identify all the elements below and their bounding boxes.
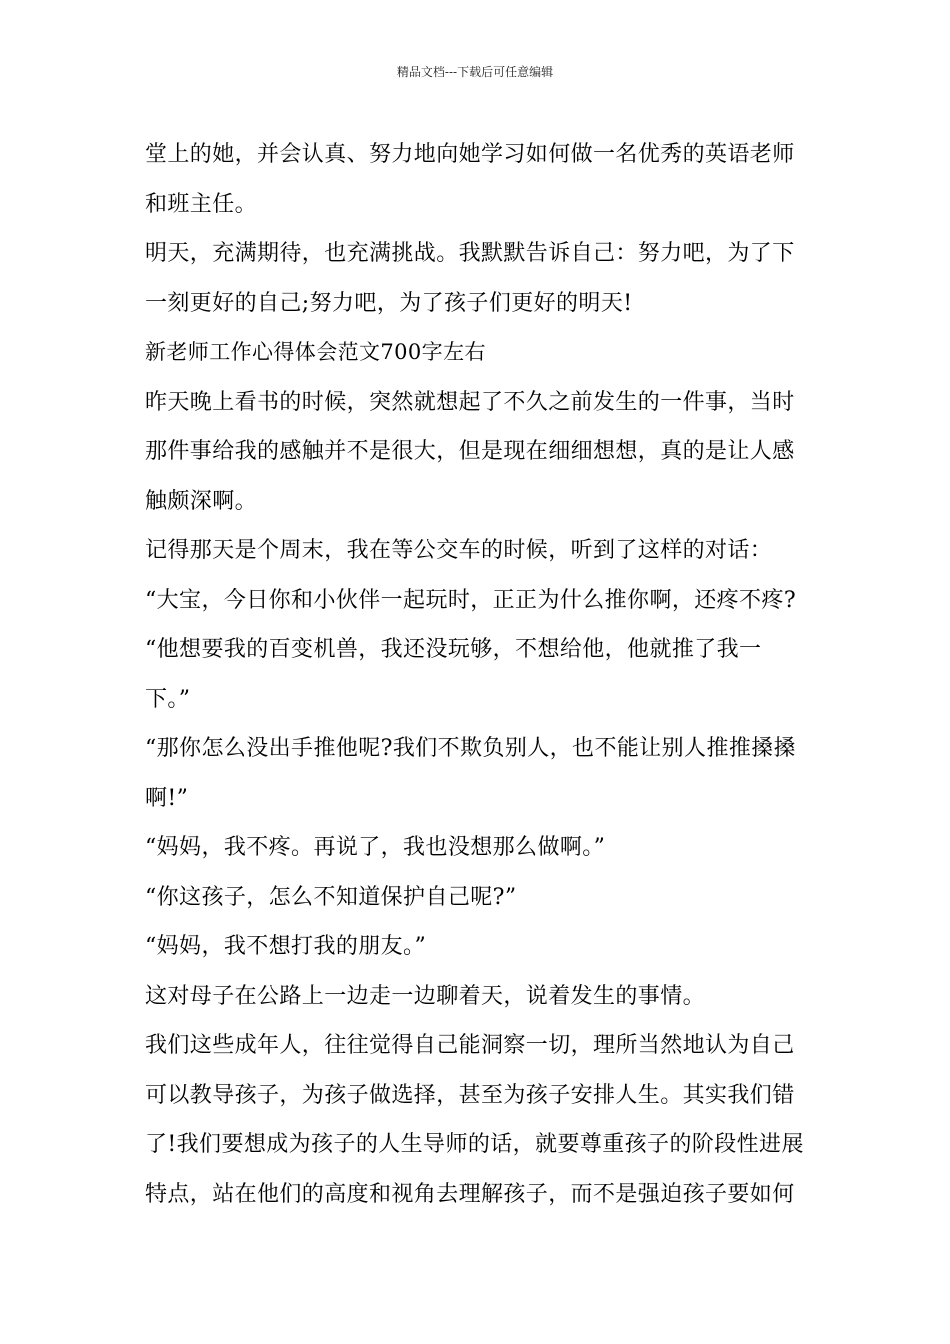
page-header: 精品文档---下载后可任意编辑 — [396, 65, 554, 79]
text-line: “那你怎么没出手推他呢?我们不欺负别人，也不能让别人推推搡搡 — [145, 736, 797, 761]
text-line: 我们这些成年人，往往觉得自己能洞察一切，理所当然地认为自己 — [145, 1033, 795, 1058]
text-line: “大宝，今日你和小伙伴一起玩时，正正为什么推你啊，还疼不疼? — [145, 587, 797, 613]
text-line: “妈妈，我不疼。再说了，我也没想那么做啊。” — [145, 835, 606, 860]
document-body — [145, 130, 810, 1219]
text-line: 下。” — [145, 686, 191, 712]
section-heading: 新老师工作心得体会范文700字左右 — [145, 340, 486, 364]
text-line: 可以教导孩子，为孩子做选择，甚至为孩子安排人生。其实我们错 — [145, 1082, 795, 1108]
text-line: 特点，站在他们的高度和视角去理解孩子，而不是强迫孩子要如何 — [145, 1181, 795, 1207]
text-line: 和班主任。 — [145, 191, 258, 217]
text-line: 那件事给我的感触并不是很大，但是现在细细想想，真的是让人感 — [145, 439, 795, 464]
text-line: “妈妈，我不想打我的朋友。” — [145, 934, 427, 959]
text-line: 堂上的她，并会认真、努力地向她学习如何做一名优秀的英语老师 — [145, 142, 795, 167]
text-line: 明天，充满期待，也充满挑战。我默默告诉自己：努力吧，为了下 — [145, 241, 795, 266]
text-line: 这对母子在公路上一边走一边聊着天，说着发生的事情。 — [145, 983, 706, 1009]
text-line: 触颇深啊。 — [145, 488, 258, 514]
text-line: 了!我们要想成为孩子的人生导师的话，就要尊重孩子的阶段性进展 — [145, 1132, 804, 1157]
text-line: 一刻更好的自己;努力吧，为了孩子们更好的明天! — [145, 290, 633, 316]
text-line: 记得那天是个周末，我在等公交车的时候，听到了这样的对话： — [145, 538, 773, 563]
text-line: 啊!” — [145, 785, 189, 811]
text-line: 昨天晚上看书的时候，突然就想起了不久之前发生的一件事，当时 — [145, 389, 795, 415]
text-line: “他想要我的百变机兽，我还没玩够，不想给他，他就推了我一 — [145, 637, 762, 662]
text-line: “你这孩子，怎么不知道保护自己呢?” — [145, 884, 517, 910]
